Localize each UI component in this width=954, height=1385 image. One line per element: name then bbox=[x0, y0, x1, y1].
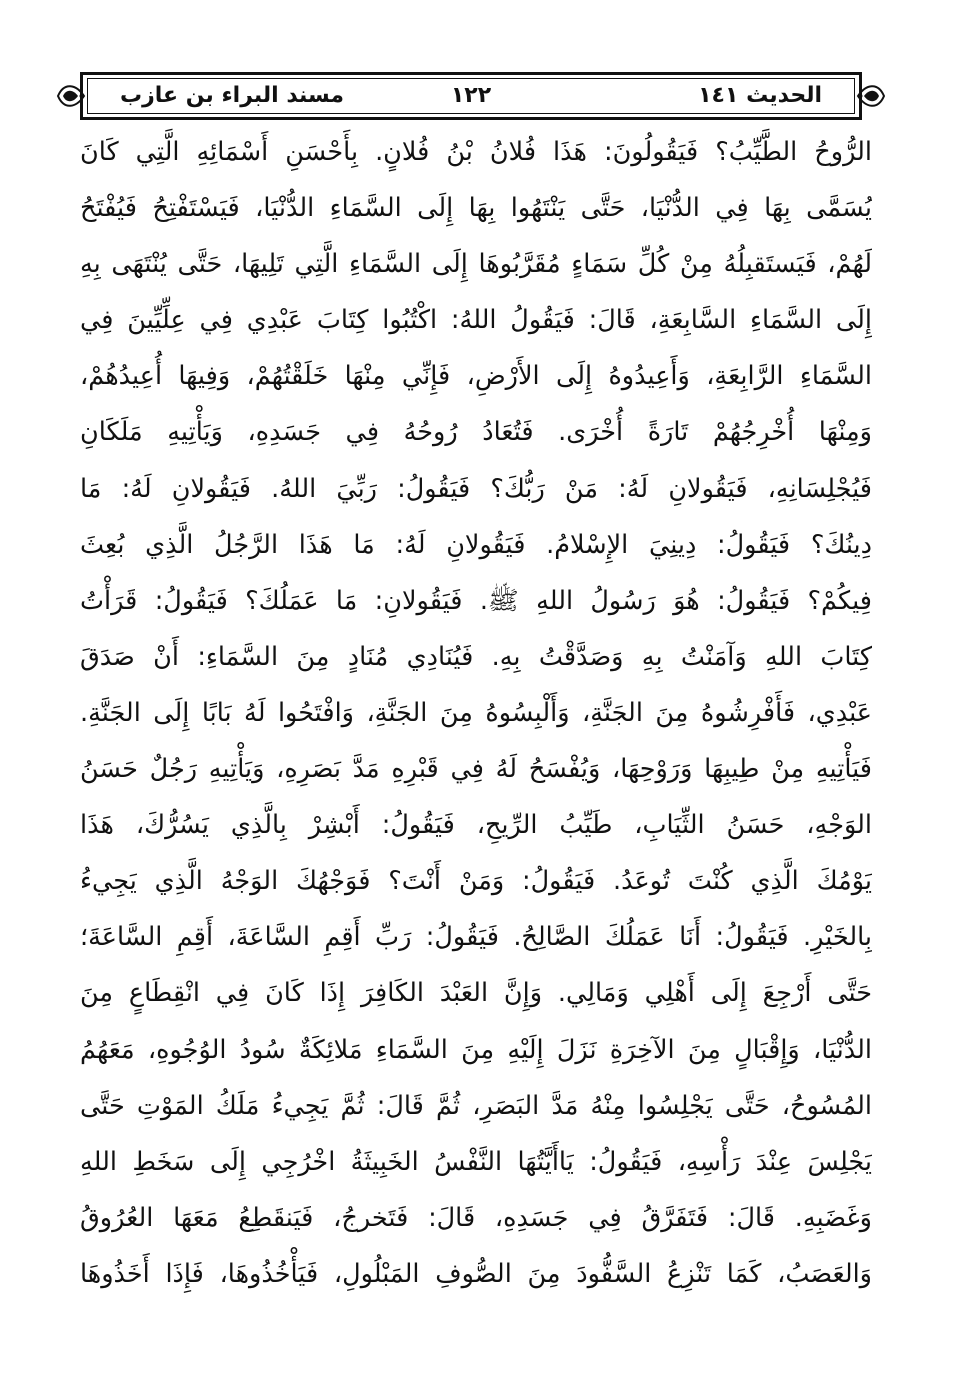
text-line: وَغَضَبِهِ. قَالَ: فَتَفَرَّقُ فِي جَسَدِهِ، قَالَ: فَتَخرجُ، فَيَنقَطِعُ مَعَهَا العُرُوقُ bbox=[80, 1202, 872, 1233]
text-line: يُسَمَّى بِهَا فِي الدُّنْيَا، حَتَّى يَنْتَهُوا بِهَا إِلَى السَّمَاءِ الدُّنْيَا، فَيَسْتَفْتِحُ فَيُفْتَحُ bbox=[80, 193, 872, 224]
page-number: ١٢٢ bbox=[450, 83, 492, 108]
text-line: عَبْدِي، فَأَفْرِشُوهُ مِنَ الجَنَّةِ، وَأَلْبِسُوهُ مِنَ الجَنَّةِ، وَافْتَحُوا لَهُ بَابًا إِلَى الجَنَّةِ. bbox=[80, 697, 872, 728]
text-line: وَمِنْهَا أُخْرِجُهُمْ تَارَةً أُخْرَى. فَتُعَادُ رُوحُهُ فِي جَسَدِهِ، وَيَأْتِيهِ مَلَكَانِ bbox=[80, 417, 872, 448]
book-title: مسند البراء بن عازب bbox=[120, 83, 345, 108]
text-line: يَوْمُكَ الَّذِي كُنْتَ تُوعَدُ. فَيَقُولُ: وَمَنْ أَنْتَ؟ فَوَجْهُكَ الوَجْهُ الَّذِي يَجِيءُ bbox=[80, 866, 872, 897]
text-line: كِتَابَ اللهِ وَآمَنْتُ بِهِ وَصَدَّقْتُ بِهِ. فَيُنَادِي مُنَادٍ مِنَ السَّمَاءِ: أَنْ صَدَقَ bbox=[80, 641, 872, 672]
text-line: دِينُكَ؟ فَيَقُولُ: دِينِيَ الإِسْلامُ. فَيَقُولانِ لَهُ: مَا هَذَا الرَّجُلُ الَّذِي بُعِثَ bbox=[80, 529, 872, 560]
page-header bbox=[58, 72, 884, 120]
text-line: المُسُوحُ، حَتَّى يَجْلِسُوا مِنْهُ مَدَّ البَصَرِ، ثُمَّ قَالَ: ثُمَّ يَجِيءُ مَلَكُ المَوْتِ حَتَّى bbox=[80, 1090, 872, 1121]
text-line: وَالعَصَبُ، كَمَا تَنْزِعُ السَّفُّودَ مِنَ الصُّوفِ المَبْلُولِ، فَيَأْخُذُوهَا، فَإِذَا أَخَذُوهَا bbox=[80, 1258, 872, 1289]
text-line: إِلَى السَّمَاءِ السَّابِعَةِ، قَالَ: فَيَقُولُ اللهُ: اكْتُبُوا كِتَابَ عَبْدِي فِي عِلِّيِّينَ فِي bbox=[80, 305, 872, 336]
text-line: الوَجْهِ، حَسَنُ الثِّيَابِ، طَيِّبُ الرِّيحِ، فَيَقُولُ: أَبْشِرْ بِالَّذِي يَسُرُّكَ، هَذَا bbox=[80, 810, 872, 841]
text-line: لَهُمْ، فَيَستَقبِلُهُ مِنْ كُلِّ سَمَاءٍ مُقَرَّبُوهَا إِلَى السَّمَاءِ الَّتِي تَلِيهَا، حَتَّى يُنْتَهَى بِهِ bbox=[80, 249, 872, 280]
hadith-text bbox=[80, 124, 872, 1302]
text-line: فَيُجْلِسَانِهِ، فَيَقُولانِ لَهُ: مَنْ رَبُّكَ؟ فَيَقُولُ: رَبِّيَ اللهُ. فَيَقُولانِ لَهُ: مَا bbox=[80, 473, 872, 504]
text-line: فَيَأْتِيهِ مِنْ طِيبِهَا وَرَوْحِهَا، وَيُفْسَحُ لَهُ فِي قَبْرِهِ مَدَّ بَصَرِهِ، وَيَأْتِيهِ رَجُلٌ حَسَنُ bbox=[80, 754, 872, 785]
text-line: حَتَّى أَرْجِعَ إِلَى أَهْلِي وَمَالِي. وَإِنَّ العَبْدَ الكَافِرَ إِذَا كَانَ فِي انْقِطَاعٍ مِنَ bbox=[80, 978, 872, 1009]
text-line: السَّمَاءِ الرَّابِعَةِ، وَأَعِيدُوهُ إِلَى الأَرْضِ، فَإِنِّي مِنْهَا خَلَقْتُهُمْ، وَفِيهَا أُعِيدُهُمْ، bbox=[80, 361, 872, 392]
text-line: يَجْلِسَ عِنْدَ رَأْسِهِ، فَيَقُولُ: يَاأَيَّتُهَا النَّفْسُ الخَبِيثَةُ اخْرُجِي إِلَى سَخَطِ اللهِ bbox=[80, 1146, 872, 1177]
text-line: فِيكُمْ؟ فَيَقُولُ: هُوَ رَسُولُ اللهِ ﷺ. فَيَقُولانِ: مَا عَمَلُكَ؟ فَيَقُولُ: قَرَأْتُ bbox=[80, 585, 872, 616]
text-line: الدُّنْيَا، وَإِقْبَالٍ مِنَ الآخِرَةِ نَزَلَ إِلَيْهِ مِنَ السَّمَاءِ مَلائِكَةٌ سُودُ الوُجُوهِ، مَعَهُمُ bbox=[80, 1034, 872, 1065]
text-line: الرُّوحُ الطَّيِّبُ؟ فَيَقُولُونَ: هَذَا فُلانُ بْنُ فُلانٍ. بِأَحْسَنِ أَسْمَائِهِ الَّتِي كَانَ bbox=[80, 137, 872, 167]
hadith-number: الحديث ١٤١ bbox=[698, 83, 822, 108]
text-line: بِالخَيْرِ. فَيَقُولُ: أَنَا عَمَلُكَ الصَّالِحُ. فَيَقُولُ: رَبِّ أَقِمِ السَّاعَةَ، أَقِمِ السَّاعَةَ؛ bbox=[80, 922, 872, 953]
